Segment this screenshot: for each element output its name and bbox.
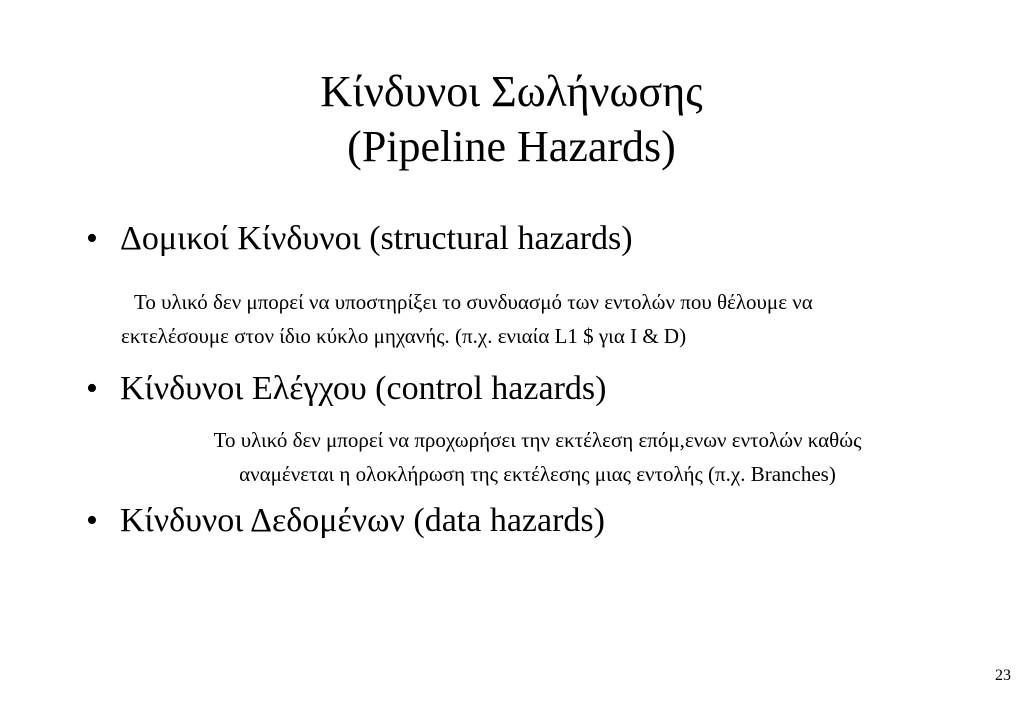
bullet-heading: Κίνδυνοι Ελέγχου (control hazards) — [120, 370, 607, 407]
bullet-heading: Κίνδυνοι Δεδομένων (data hazards) — [120, 502, 605, 539]
title-line-english: (Pipeline Hazards) — [347, 122, 676, 171]
description-line: εκτελέσουμε στον ίδιο κύκλο μηχανής. (π.χ. ενιαία L1 $ για I & D) — [121, 324, 687, 348]
description-line: Το υλικό δεν μπορεί να υποστηρίξει το συνδυασμό των εντολών που θέλουμε να — [134, 290, 813, 314]
control-hazards-description — [0, 423, 1023, 491]
bullet-icon: • — [86, 220, 98, 257]
bullet-icon: • — [86, 370, 98, 407]
bullet-heading: Δομικοί Κίνδυνοι (structural hazards) — [120, 220, 633, 257]
structural-hazards-description — [121, 285, 813, 353]
title-line-greek: Κίνδυνοι Σωλήνωσης — [320, 67, 703, 116]
bullet-icon: • — [86, 502, 98, 539]
bullet-data-hazards — [86, 501, 605, 541]
page-number: 23 — [995, 667, 1011, 684]
bullet-control-hazards — [86, 369, 606, 409]
slide-title — [0, 64, 1023, 174]
description-line: Το υλικό δεν μπορεί να προχωρήσει την εκτέλεση επόμ,ενων εντολών καθώς — [213, 428, 862, 452]
bullet-structural-hazards — [86, 219, 633, 259]
description-line: αναμένεται η ολοκλήρωση της εκτέλεσης μιας εντολής (π.χ. Branches) — [239, 462, 836, 486]
